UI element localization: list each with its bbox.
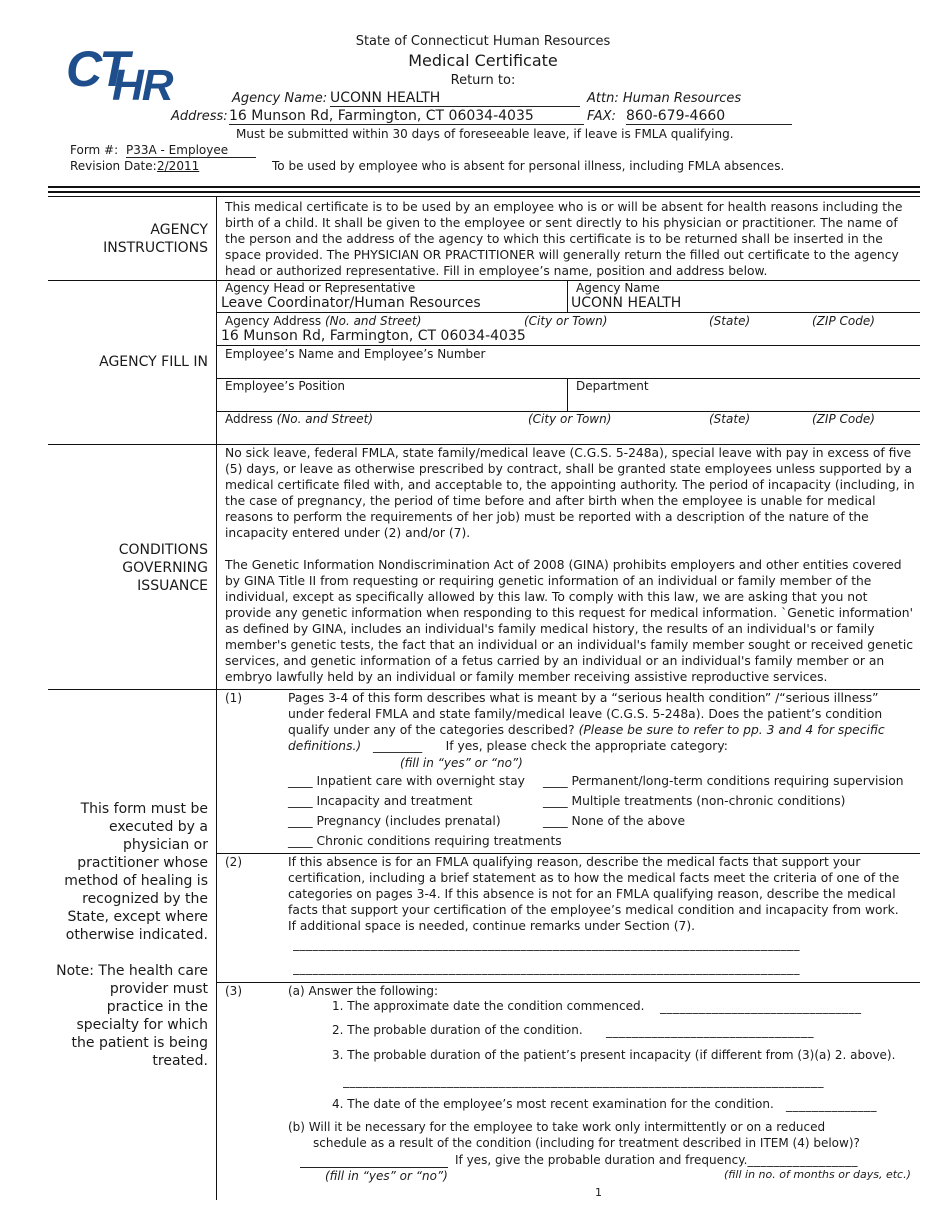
category-multiple-treatments[interactable]: ____ Multiple treatments (non-chronic conditions) [543,794,846,808]
agency-address-label: Agency Address (No. and Street) [225,314,422,328]
column-divider [216,196,217,1200]
item-3a-q2-blank[interactable]: ________________________________ [606,1024,814,1038]
form-number-value: P33A - Employee [126,143,256,158]
agency-instructions-text: This medical certificate is to be used by an employee who is or will be absent for health reasons including the birth of a child. It shall be given to the employee or sent directly to his physician or practitioner. The name of the person and the address of the agency to which this certificate is to be returned shall be inserted in the space provided. The PHYSICIAN OR PRACTITIONER will generally return the filled out certificate to the agency head or authorized representative. Fill in employee’s name, position and address below. [225,200,903,278]
item-2-number: (2) [225,855,242,869]
item-3b-yes-no-blank[interactable] [300,1167,448,1168]
item-3b-question-cont: schedule as a result of the condition (including for treatment described in ITEM (4) below)? [313,1136,860,1150]
form-number-label: Form #: [70,143,119,157]
submit-note: Must be submitted within 30 days of foreseeable leave, if leave is FMLA qualifying. [236,127,734,141]
item-3b-duration-prompt: If yes, give the probable duration and frequency._________________ [455,1153,858,1167]
item-1-answer-blank[interactable]: ________ [372,739,423,753]
item-3b-duration-blank[interactable]: _________________ [747,1153,858,1167]
state-hint: (State) [709,314,751,328]
address-label: Address: [171,109,228,124]
category-incapacity[interactable]: ____ Incapacity and treatment [288,794,473,808]
category-none[interactable]: ____ None of the above [543,814,686,828]
agency-instructions-label: AGENCY INSTRUCTIONS [103,222,208,256]
agency-name-field-label: Agency Name [576,281,660,295]
item-3-number: (3) [225,984,242,998]
zip-hint: (ZIP Code) [812,412,875,426]
svg-text:CT: CT [66,41,127,97]
item-3a-q2: 2. The probable duration of the condition. [332,1023,583,1037]
item-3a-q4-blank[interactable]: ______________ [786,1098,877,1112]
conditions-label: CONDITIONS GOVERNING ISSUANCE [118,542,208,594]
fill-months-hint: (fill in no. of months or days, etc.) [724,1168,911,1181]
field-divider [567,280,568,312]
field-divider [567,378,568,411]
conditions-para-2: The Genetic Information Nondiscrimination Act of 2008 (GINA) prohibits employers and other entities covered by GINA Title II from requesting or requiring genetic information of an individual or family member of the individual, except as specifically allowed by this law. To comply with this law, we are asking that you not provide any genetic information when responding to this request for medical information. `Genetic information' as defined by GINA, includes an individual's family medical history, the results of an individual's or family member's genetic tests, the fact that an individual or an individual's family member sought or received genetic services, and genetic information of a fetus carried by an individual or an individual's family member or an embryo lawfully held by an individual or family member receiving assistive reproductive services. [225,558,914,684]
agency-name-label: Agency Name: [232,91,328,106]
top-rule-2 [48,191,920,193]
item-3a-q4: 4. The date of the employee’s most recent examination for the condition. [332,1097,774,1111]
agency-head-value[interactable]: Leave Coordinator/Human Resources [221,295,481,311]
section-divider [48,280,920,281]
city-hint: (City or Town) [528,412,612,426]
cthr-logo [64,34,194,108]
employee-position-label[interactable]: Employee’s Position [225,379,346,393]
item-3a-q1-blank[interactable]: _______________________________ [660,1000,862,1014]
zip-hint: (ZIP Code) [812,314,875,328]
agency-name-value: UCONN HEALTH [330,90,580,107]
category-chronic[interactable]: ____ Chronic conditions requiring treatments [288,834,562,848]
employee-address-label[interactable]: Address (No. and Street) [225,412,374,426]
revision-date-label: Revision Date: [70,159,157,173]
usage-note: To be used by employee who is absent for personal illness, including FMLA absences. [272,159,785,173]
category-inpatient[interactable]: ____ Inpatient care with overnight stay [288,774,525,788]
top-rule [48,186,920,188]
svg-text:HR: HR [112,61,172,108]
page-title: Medical Certificate [408,51,558,70]
fill-yes-no-hint: (fill in “yes” or “no”) [325,1169,448,1183]
item-1-question: Pages 3-4 of this form describes what is meant by a “serious health condition” /“serious illness” under federal FMLA and state family/medical leave (C.G.S. 5-248a). Does the patient’s condition qualify under any of the categories described? (Please be sure to refer to pp. 3 and 4 for specific definitions.) ________ If yes, please check the appropriate category: [288,691,885,753]
state-hint: (State) [709,412,751,426]
item-2-answer-line[interactable]: ______________________________________________________________________________ [293,937,800,951]
category-pregnancy[interactable]: ____ Pregnancy (includes prenatal) [288,814,501,828]
item-3a-q1: 1. The approximate date the condition commenced. [332,999,645,1013]
top-rule-3 [48,196,920,197]
agency-fill-in-label: AGENCY FILL IN [99,354,208,370]
org-name: State of Connecticut Human Resources [355,34,611,49]
page-number: 1 [595,1186,602,1199]
physician-note: This form must be executed by a physician or practitioner whose method of healing is recognized by the State, except where otherwise indicated. [64,801,208,943]
fax-value: 860-679-4660 [626,108,792,125]
item-3a-q3: 3. The probable duration of the patient’s present incapacity (if different from (3)(a) 2. above). [332,1048,896,1062]
fill-yes-no-hint: (fill in “yes” or “no”) [400,756,523,770]
agency-name-field-value[interactable]: UCONN HEALTH [571,295,682,311]
item-2-answer-line[interactable]: ______________________________________________________________________________ [293,961,800,975]
fax-label: FAX: [587,109,616,124]
item-1-number: (1) [225,691,242,705]
city-hint: (City or Town) [524,314,608,328]
agency-address-value[interactable]: 16 Munson Rd, Farmington, CT 06034-4035 [221,328,526,344]
address-value: 16 Munson Rd, Farmington, CT 06034-4035 [229,108,584,125]
employee-name-label[interactable]: Employee’s Name and Employee’s Number [225,347,486,361]
item-3a-q3-blank[interactable]: __________________________________________________________________________ [343,1074,824,1088]
return-to: Return to: [450,73,516,88]
item-3b-question: (b) Will it be necessary for the employee to take work only intermittently or on a reduced [288,1120,826,1134]
item-2-question: If this absence is for an FMLA qualifying reason, describe the medical facts that support your certification, including a brief statement as to how the medical facts meet the criteria of one of the categories on pages 3-4. If this absence is not for an FMLA qualifying reason, describe the medical facts that support your certification of the employee’s medical condition and incapacity from work. If additional space is needed, continue remarks under Section (7). [288,855,900,933]
item-divider [216,982,920,983]
field-rule [216,312,920,313]
department-label[interactable]: Department [576,379,649,393]
conditions-para-1: No sick leave, federal FMLA, state family/medical leave (C.G.S. 5-248a), special leave with pay in excess of five (5) days, or leave as otherwise prescribed by contract, shall be granted state employees unless supported by a medical certificate filed with, and acceptable to, the appointing authority. The period of incapacity (including, in the case of pregnancy, the period of time before and after birth when the employee is unable for medical reasons to perform the requirements of her job) must be reported with a description of the nature of the incapacity entered under (2) and/or (7). [225,446,915,540]
category-permanent[interactable]: ____ Permanent/long-term conditions requiring supervision [543,774,904,788]
agency-head-label: Agency Head or Representative [225,281,416,295]
health-care-provider-note: Note: The health care provider must practice in the specialty for which the patient is being treated. [56,963,208,1069]
revision-date-value: 2/2011 [157,159,200,173]
item-3a-label: (a) Answer the following: [288,984,439,998]
field-rule [216,345,920,346]
attn-label: Attn: Human Resources [587,91,742,106]
